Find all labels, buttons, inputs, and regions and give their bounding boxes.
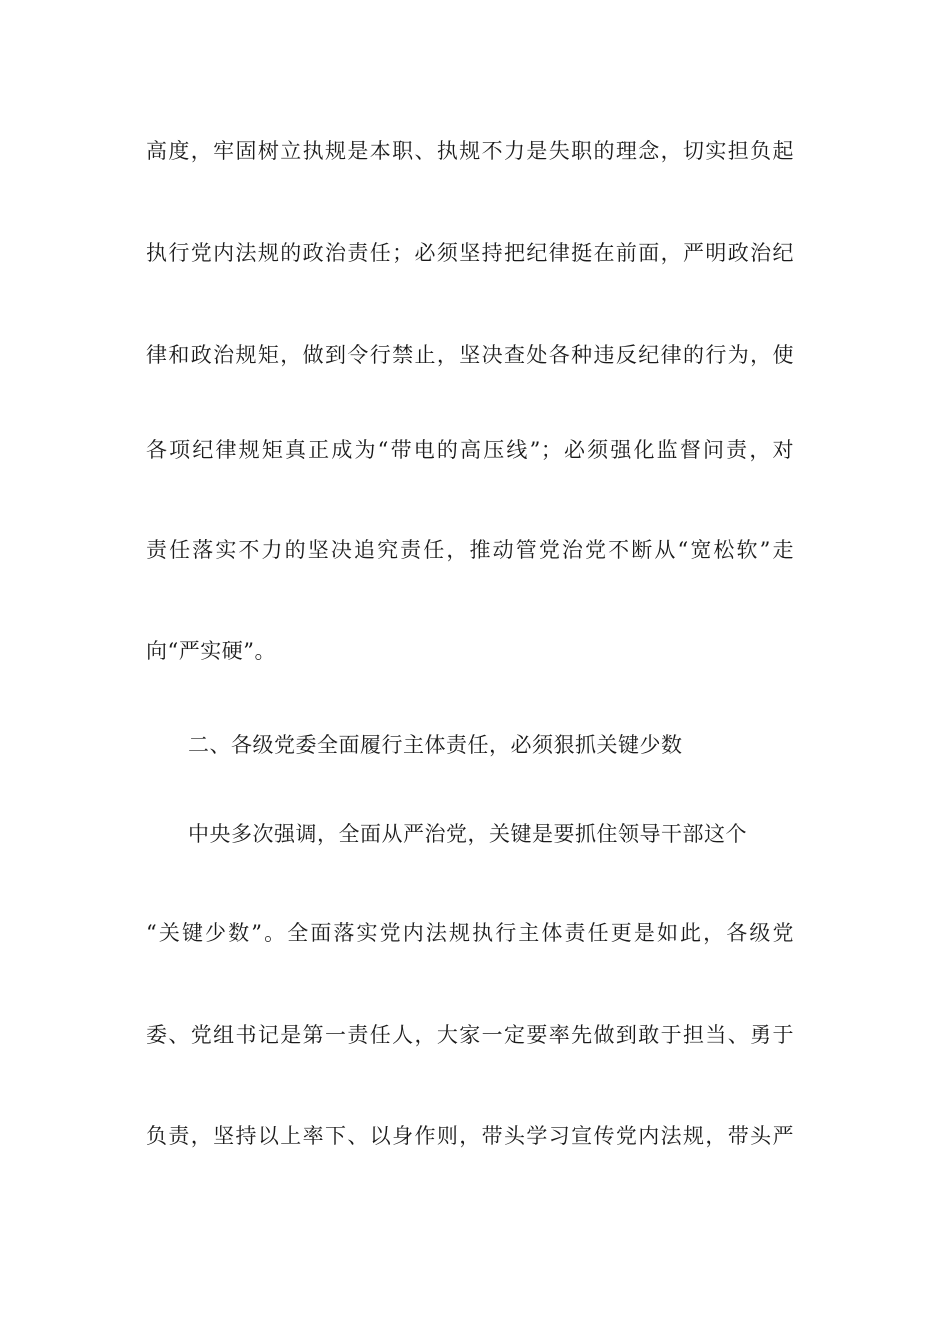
text-line: 各项纪律规矩真正成为“带电的高压线”；必须强化监督问责，对 <box>146 438 794 462</box>
text-line: 执行党内法规的政治责任；必须坚持把纪律挺在前面，严明政治纪 <box>146 241 794 265</box>
text-line: 中央多次强调，全面从严治党，关键是要抓住领导干部这个 <box>188 822 747 846</box>
text-line: 律和政治规矩，做到令行禁止，坚决查处各种违反纪律的行为，使 <box>146 343 794 367</box>
text-line: 委、党组书记是第一责任人，大家一定要率先做到敢于担当、勇于 <box>146 1023 794 1047</box>
text-line: “关键少数”。全面落实党内法规执行主体责任更是如此，各级党 <box>146 921 794 945</box>
text-line: 高度，牢固树立执规是本职、执规不力是失职的理念，切实担负起 <box>146 139 794 163</box>
text-line: 责任落实不力的坚决追究责任，推动管党治党不断从“宽松软”走 <box>146 538 794 562</box>
text-line: 向“严实硬”。 <box>146 639 276 663</box>
text-line: 负责，坚持以上率下、以身作则，带头学习宣传党内法规，带头严 <box>146 1124 794 1148</box>
section-heading: 二、各级党委全面履行主体责任，必须狠抓关键少数 <box>188 733 683 757</box>
